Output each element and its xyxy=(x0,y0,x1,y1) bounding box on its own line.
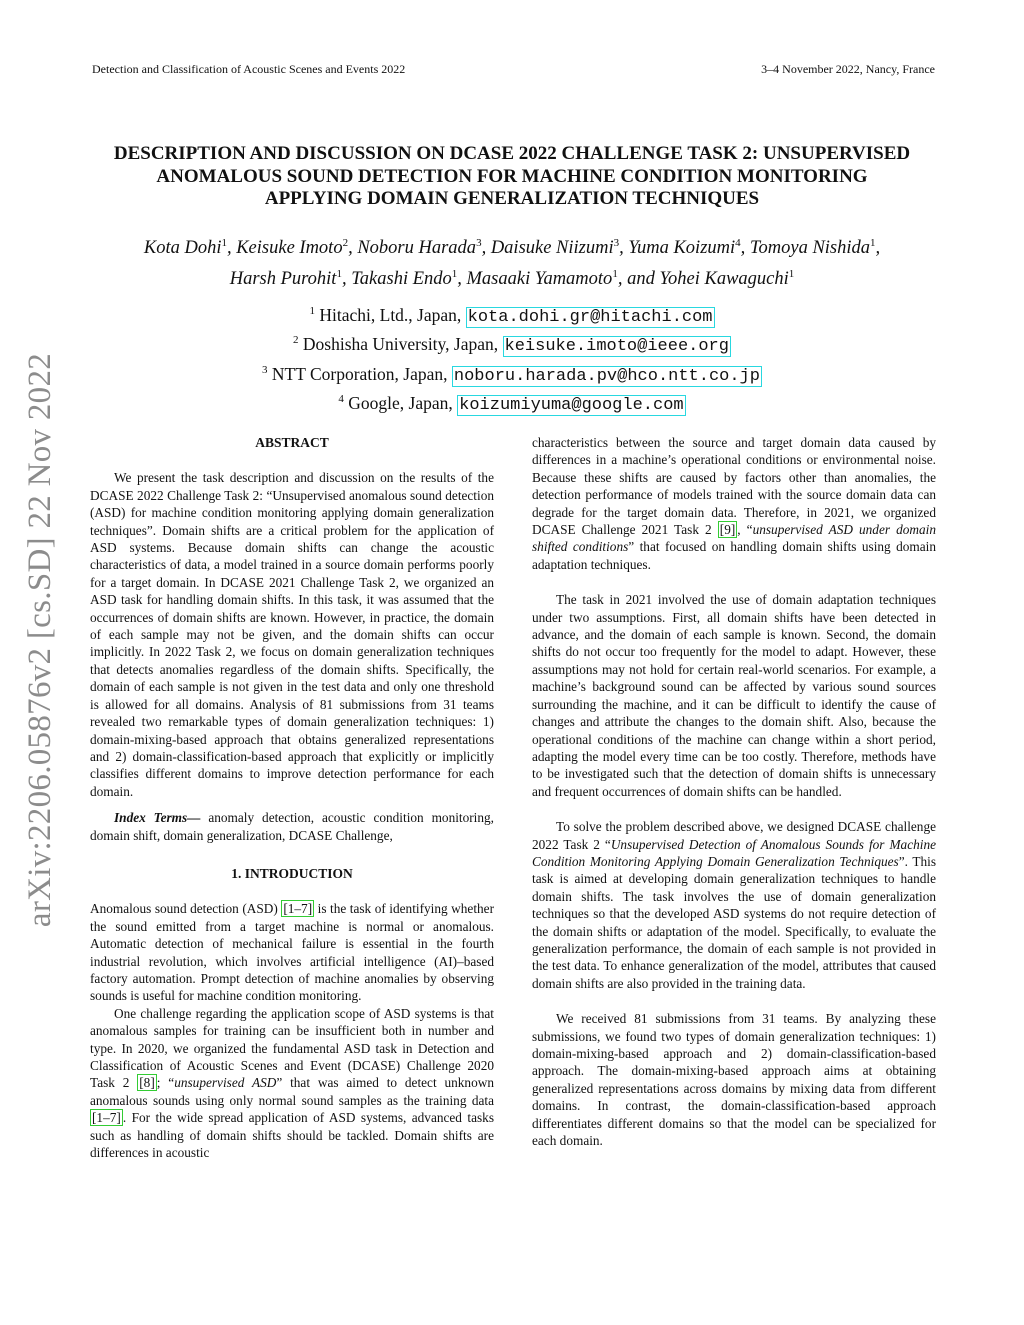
affiliation-item xyxy=(80,359,944,388)
author-name: Keisuke Imoto xyxy=(236,238,343,259)
citation-link[interactable]: [1–7] xyxy=(92,1110,121,1126)
author-name: Tomoya Nishida xyxy=(749,238,871,259)
author-separator: , xyxy=(226,238,237,259)
title-line-3: APPLYING DOMAIN GENERALIZATION TECHNIQUES xyxy=(264,188,760,209)
author-separator: , xyxy=(875,238,881,259)
intro-text: Anomalous sound detection (ASD) xyxy=(90,901,282,917)
intro-emphasis: unsupervised ASD xyxy=(174,1075,277,1091)
citation-link[interactable]: [8] xyxy=(139,1075,155,1091)
author-separator: , xyxy=(348,238,358,259)
author-affiliation-mark: 1 xyxy=(221,237,227,249)
author-name: Kota Dohi xyxy=(143,238,222,259)
affiliation-list xyxy=(80,300,944,418)
index-terms-text: anomaly detection, acoustic condition monitoring, domain shift, domain generalization, DCASE Challenge, xyxy=(90,810,494,843)
email-link[interactable]: noboru.harada.pv@hco.ntt.co.jp xyxy=(453,366,760,386)
author-name: and Yohei Kawaguchi xyxy=(627,269,789,290)
citation-link[interactable]: [1–7] xyxy=(283,901,313,917)
author-affiliation-mark: 1 xyxy=(451,268,458,281)
affiliation-number: 4 xyxy=(338,393,344,406)
author-list xyxy=(80,230,944,292)
intro-text: is the task of identifying whether the sound emitted from a target machine is normal or anomalous. Automatic detection of mechanical failure is essential in the fourth industrial revolution, which involves artificial intelligence (AI)–based factory automation. Prompt detection of machine anomalies by observing sounds is useful for machine condition monitoring. xyxy=(90,901,494,1004)
author-separator: , xyxy=(619,238,629,259)
intro-paragraph-5 xyxy=(532,818,936,992)
intro-paragraph-1 xyxy=(90,900,494,1004)
abstract-heading: ABSTRACT xyxy=(255,435,329,450)
introduction-heading: 1. INTRODUCTION xyxy=(231,865,353,881)
author-name: Yuma Koizumi xyxy=(628,238,736,259)
intro-paragraph-2 xyxy=(90,1005,494,1162)
author-affiliation-mark: 1 xyxy=(336,268,342,281)
affiliation-org: Doshisha University, Japan, xyxy=(302,334,499,355)
affiliation-org: NTT Corporation, Japan, xyxy=(271,363,448,384)
intro-paragraph-4: The task in 2021 involved the use of domain adaptation techniques under two assumptions. First, all domain shifts have been detected in advance, and the domain of each sample is known. Second, the domain shifts do not occur too frequently for the model to adapt. However, these assumptions may not hold for certain real-world scenarios. For example, a machine’s background sound can be affected by various sound sources surrounding the machine, and it can be difficult to identify the cause of changes and attribute the changes to the domain shift. Also, because the operational conditions of the machine can change within a short period, adapting the model every time can be too costly. Therefore, methods have to be investigated such that the detection of domain shifts is unnecessary and frequent occurrences of domain shifts can be handled. xyxy=(532,592,936,799)
intro-text: ; “ xyxy=(156,1075,175,1091)
affiliation-org: Hitachi, Ltd., Japan, xyxy=(319,304,462,325)
running-header-left: Detection and Classification of Acoustic Scenes and Events 2022 xyxy=(92,62,406,76)
index-terms xyxy=(90,809,494,844)
intro-text: ”. This task is aimed at developing domain generalization techniques to handle domain shifts. The task involves the use of domain generalization techniques so that the developed ASD systems do not require detection of the domain shifts or adaptation of the model. Specifically, to evaluate the generalization performance, the domain of each sample is not provided in the test data. To enhance generalization of the model, attributes that caused domain shifts are also provided in the training data. xyxy=(532,853,937,991)
intro-emphasis: Unsupervised Detection of Anomalous Sounds for Machine Condition Monitoring Applying Domain Generalization Techniques xyxy=(532,836,936,869)
author-name: Daisuke Niizumi xyxy=(490,238,614,259)
title-line-2: ANOMALOUS SOUND DETECTION FOR MACHINE CONDITION MONITORING xyxy=(156,165,868,187)
affiliation-item xyxy=(80,300,944,329)
email-link[interactable]: kota.dohi.gr@hitachi.com xyxy=(467,307,713,327)
author-affiliation-mark: 1 xyxy=(870,237,876,249)
affiliation-number: 3 xyxy=(262,363,268,376)
author-line-1 xyxy=(80,230,944,261)
author-line-2 xyxy=(80,261,944,292)
author-separator: , xyxy=(481,238,491,259)
intro-paragraph-3 xyxy=(532,434,936,573)
index-terms-label: Index Terms— xyxy=(114,810,201,826)
author-affiliation-mark: 3 xyxy=(613,237,620,249)
author-affiliation-mark: 4 xyxy=(735,237,741,249)
author-affiliation-mark: 1 xyxy=(612,268,618,281)
running-header-right: 3–4 November 2022, Nancy, France xyxy=(761,62,935,76)
author-name: Noboru Harada xyxy=(357,238,477,259)
affiliation-org: Google, Japan, xyxy=(348,393,453,414)
title-line-1: DESCRIPTION AND DISCUSSION ON DCASE 2022 CHALLENGE TASK 2: UNSUPERVISED xyxy=(113,143,911,164)
intro-paragraph-6: We received 81 submissions from 31 teams. By analyzing these submissions, we found two types of domain generalization techniques: 1) domain-mixing-based approach and 2) domain-classification-based approach. The domain-mixing-based approach aims at obtaining generalized representations across domains by mixing data from different domains. In contrast, the domain-classification-based approach differentiates different domains so that the model can be specialized for each domain. xyxy=(532,1011,936,1149)
paper-title xyxy=(80,143,944,211)
author-separator: , xyxy=(341,269,352,290)
intro-text: , “ xyxy=(737,522,753,538)
author-affiliation-mark: 2 xyxy=(342,237,349,249)
intro-text: ” that focused on handling domain shifts using domain adaptation techniques. xyxy=(532,539,937,572)
affiliation-item xyxy=(80,329,944,358)
intro-text: ” that was aimed to detect unknown anomalous sounds using only normal sound samples as the training data xyxy=(90,1075,494,1108)
right-column xyxy=(532,434,936,1149)
author-affiliation-mark: 3 xyxy=(476,237,482,249)
author-name: Masaaki Yamamoto xyxy=(466,269,613,290)
author-separator: , xyxy=(617,269,628,290)
author-affiliation-mark: 1 xyxy=(788,268,795,281)
arxiv-stamp-text: arXiv:2206.05876v2 [cs.SD] 22 Nov 2022 xyxy=(22,352,58,928)
intro-text: To solve the problem described above, we designed DCASE challenge 2022 Task 2 “ xyxy=(532,819,936,852)
abstract-body: We present the task description and discussion on the results of the DCASE 2022 Challenge Task 2: “Unsupervised anomalous sound detection (ASD) for machine condition monitoring applying domain generalization techniques”. Domain shifts are a critical problem for the application of ASD systems. Because domain shifts can change the acoustic characteristics of data, a model trained in a source domain performs poorly for a target domain. In DCASE 2021 Challenge Task 2, we organized an ASD task for handling domain shifts. In this task, it was assumed that the occurrences of domain shifts are known. However, in practice, the domain of each sample may not be given, and the domain shifts can occur implicitly. In 2022 Task 2, we focus on domain generalization techniques that detects anomalies regardless of the domain shifts. Specifically, the domain of each sample is not given in the test data and only one threshold is allowed for all domains. Analysis of 81 submissions from 31 teams revealed two remarkable types of domain generalization techniques: 1) domain-mixing-based approach that obtains generalized representations and 2) domain-classification-based approach that explicitly or implicitly classifies different domains to improve detection performance for each domain. xyxy=(90,470,494,799)
citation-link[interactable]: [9] xyxy=(719,522,736,538)
author-separator: , xyxy=(457,269,467,290)
email-link[interactable]: koizumiyuma@google.com xyxy=(459,396,684,416)
intro-emphasis: unsupervised ASD under domain shifted conditions xyxy=(532,522,936,555)
email-link[interactable]: keisuke.imoto@ieee.org xyxy=(504,337,729,357)
affiliation-item xyxy=(80,388,944,417)
intro-text: One challenge regarding the application scope of ASD systems is that anomalous samples for training can be insufficient both in number and type. In 2020, we organized the fundamental ASD task in Detection and Classification of Acoustic Scenes and Event (DCASE) Challenge 2020 Task 2 xyxy=(90,1005,494,1091)
left-column xyxy=(90,434,494,1161)
intro-text: . For the wide spread application of ASD systems, advanced tasks such as handling of domain shifts should be tackled. Domain shifts are differences in acoustic xyxy=(90,1110,494,1161)
affiliation-number: 2 xyxy=(293,334,299,347)
affiliation-number: 1 xyxy=(309,305,315,317)
author-name: Takashi Endo xyxy=(351,269,452,290)
intro-text: characteristics between the source and target domain data caused by differences in a machine’s operational conditions or environmental noise. Because these shifts are caused by factors other than anomalies, the detection performance of models trained with the source domain data can degrade for the target domain data. Therefore, in 2021, we organized DCASE Challenge 2021 Task 2 xyxy=(532,435,936,538)
author-name: Harsh Purohit xyxy=(229,269,337,290)
author-separator: , xyxy=(740,238,750,259)
